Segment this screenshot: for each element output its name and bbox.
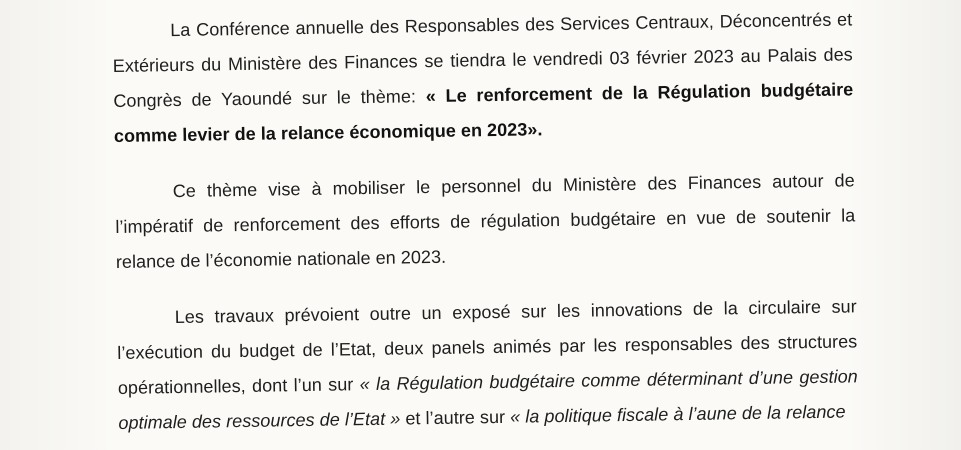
conference-theme: « Le renforcement de la Régulation budgétaire comme levier de la relance économique en 2023». [113, 79, 854, 146]
paragraph-works [117, 289, 859, 441]
paragraph-theme-purpose [115, 163, 857, 280]
paragraph-conference-text: La Conférence annuelle des Responsables des Services Centraux, Déconcentrés et Extérieurs du Ministère des Finances se tiendra le vendredi 03 février 2023 au Palais des Congrès de Yaoundé sur le thème: [112, 9, 853, 111]
panel-one-topic: « la Régulation budgétaire comme déterminant d’une gestion optimale des ressources de l’Etat » [118, 366, 858, 433]
panel-two-topic: « la politique fiscale à l’aune de la relance [509, 401, 846, 427]
paragraph-works-text-middle: et l’autre sur [400, 406, 511, 429]
paragraph-works-text-start: Les travaux prévoient outre un exposé sur les innovations de la circulaire sur l’exécution du budget de l’Etat, deux panels animés par les responsables des structures opérationnelles, dont l’un sur [117, 296, 858, 398]
paragraph-theme-purpose-text: Ce thème vise à mobiliser le personnel du Ministère des Finances autour de l’impératif de renforcement des efforts de régulation budgétaire en vue de soutenir la relance de l’économie nationale en 2023. [115, 170, 856, 272]
paragraph-conference [112, 2, 854, 154]
document-body [112, 2, 859, 441]
